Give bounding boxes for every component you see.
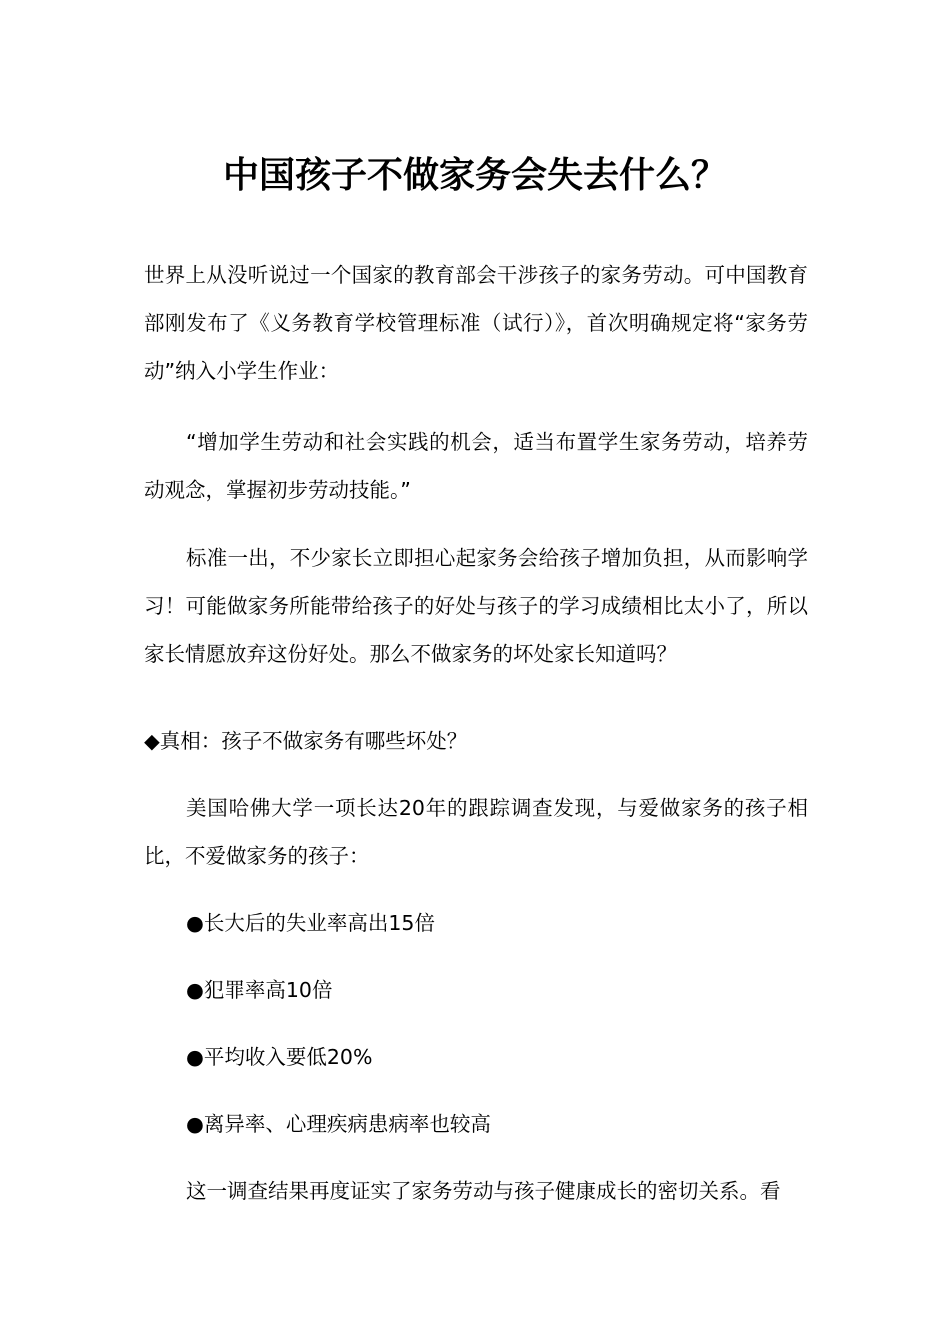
bullet-item: ●平均收入要低20% [186, 1045, 373, 1069]
paragraph-intro: 世界上从没听说过一个国家的教育部会干涉孩子的家务劳动。可中国教育部刚发布了《义务教育学校管理标准（试行）》，首次明确规定将“家务劳动”纳入小学生作业： [144, 263, 808, 383]
paragraph-concern: 标准一出，不少家长立即担心起家务会给孩子增加负担，从而影响学习！可能做家务所能带给孩子的好处与孩子的学习成绩相比太小了，所以家长情愿放弃这份好处。那么不做家务的坏处家长知道吗？ [144, 546, 808, 666]
bullet-item: ●离异率、心理疾病患病率也较高 [186, 1112, 491, 1136]
document-title: 中国孩子不做家务会失去什么？ [222, 155, 727, 196]
section-heading: ◆真相：孩子不做家务有哪些坏处？ [144, 729, 468, 753]
paragraph-conclusion: 这一调查结果再度证实了家务劳动与孩子健康成长的密切关系。看 [186, 1179, 781, 1203]
paragraph-quote: “增加学生劳动和社会实践的机会，适当布置学生家务劳动，培养劳动观念，掌握初步劳动技能。” [144, 430, 808, 502]
bullet-item: ●犯罪率高10倍 [186, 978, 333, 1002]
paragraph-study: 美国哈佛大学一项长达20年的跟踪调查发现，与爱做家务的孩子相比，不爱做家务的孩子： [144, 796, 808, 868]
bullet-item: ●长大后的失业率高出15倍 [186, 911, 435, 935]
